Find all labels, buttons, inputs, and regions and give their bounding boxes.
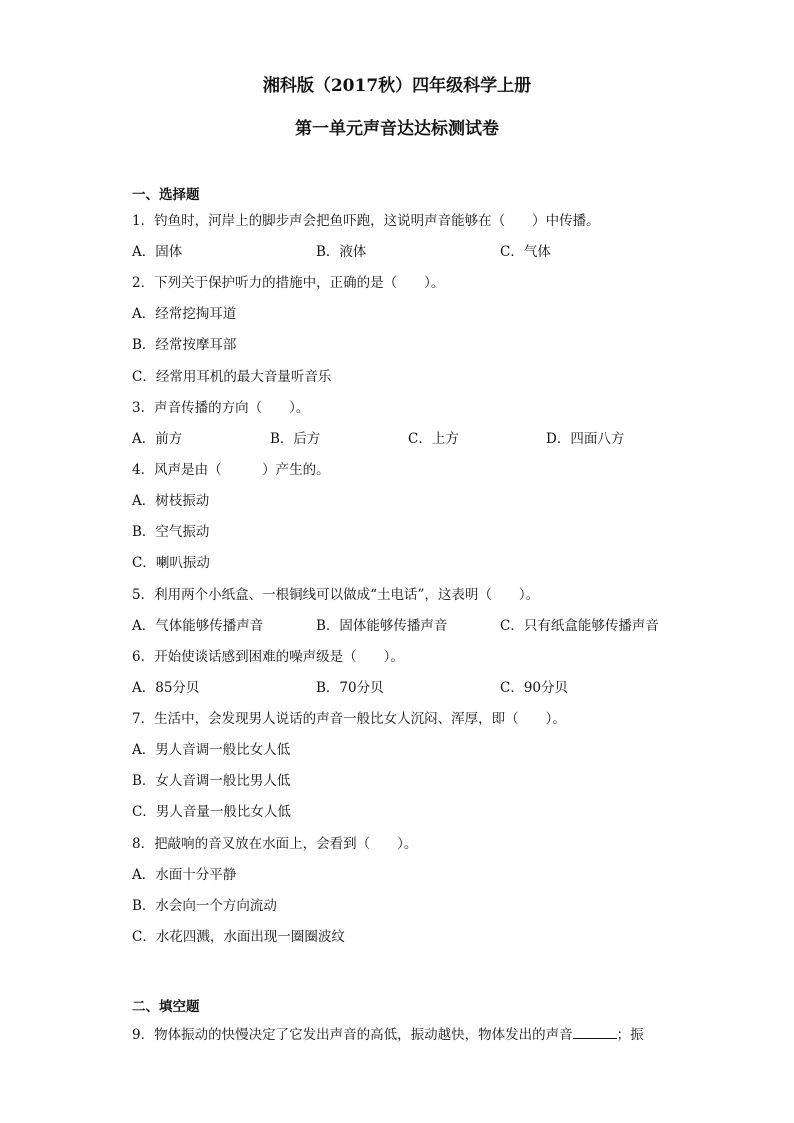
- question-3-stem: 3．声音传播的方向（ ）。: [132, 400, 310, 416]
- question-1-option-a: A．固体: [132, 244, 183, 260]
- question-2-option-b: B．经常按摩耳部: [132, 337, 237, 353]
- section-heading-fill: 二、填空题: [132, 999, 200, 1015]
- question-7-stem: 7．生活中，会发现男人说话的声音一般比女人沉闷、浑厚，即（ ）。: [132, 711, 566, 727]
- section-heading-choice: 一、选择题: [132, 187, 200, 203]
- question-3-option-d: D．四面八方: [546, 431, 625, 447]
- question-4-option-b: B．空气振动: [132, 524, 210, 540]
- question-4-option-c: C．喇叭振动: [132, 555, 210, 571]
- question-1-option-c: C．气体: [500, 244, 551, 260]
- question-9-text-tail: ；振: [616, 1027, 644, 1043]
- question-8-option-b: B．水会向一个方向流动: [132, 898, 277, 914]
- question-3-option-a: A．前方: [132, 431, 183, 447]
- question-6-stem: 6．开始使谈话感到困难的噪声级是（ ）。: [132, 649, 404, 665]
- question-5-stem: 5．利用两个小纸盒、一根铜线可以做成“土电话”，这表明（ ）。: [132, 587, 540, 603]
- question-2-option-c: C．经常用耳机的最大音量听音乐: [132, 369, 332, 385]
- question-6-option-b: B．70分贝: [316, 680, 384, 696]
- question-3-option-b: B．后方: [270, 431, 321, 447]
- question-2-option-a: A．经常挖掏耳道: [132, 306, 237, 322]
- answer-blank: [573, 1025, 617, 1039]
- question-3-option-c: C．上方: [408, 431, 459, 447]
- question-4-stem: 4．风声是由（ ）产生的。: [132, 462, 330, 478]
- question-8-option-c: C．水花四溅，水面出现一圈圈波纹: [132, 929, 345, 945]
- question-9-stem: [132, 1025, 644, 1044]
- question-6-option-a: A．85分贝: [132, 680, 200, 696]
- page-subtitle: 第一单元声音达达标测试卷: [295, 119, 499, 139]
- question-1-stem: 1．钓鱼时，河岸上的脚步声会把鱼吓跑，这说明声音能够在（ ）中传播。: [132, 213, 600, 229]
- question-8-stem: 8．把敲响的音叉放在水面上，会看到（ ）。: [132, 836, 418, 852]
- question-6-option-c: C．90分贝: [500, 680, 569, 696]
- question-5-option-b: B．固体能够传播声音: [316, 618, 448, 634]
- page-title: 湘科版（2017秋）四年级科学上册: [262, 76, 532, 96]
- question-7-option-b: B．女人音调一般比男人低: [132, 773, 291, 789]
- question-1-option-b: B．液体: [316, 244, 367, 260]
- question-4-option-a: A．树枝振动: [132, 493, 210, 509]
- question-7-option-c: C．男人音量一般比女人低: [132, 804, 291, 820]
- question-5-option-a: A．气体能够传播声音: [132, 618, 264, 634]
- question-8-option-a: A．水面十分平静: [132, 867, 237, 883]
- question-9-text: 9．物体振动的快慢决定了它发出声音的高低，振动越快，物体发出的声音: [132, 1027, 573, 1043]
- question-5-option-c: C．只有纸盒能够传播声音: [500, 618, 659, 634]
- question-7-option-a: A．男人音调一般比女人低: [132, 742, 291, 758]
- question-2-stem: 2．下列关于保护听力的措施中，正确的是（ ）。: [132, 275, 445, 291]
